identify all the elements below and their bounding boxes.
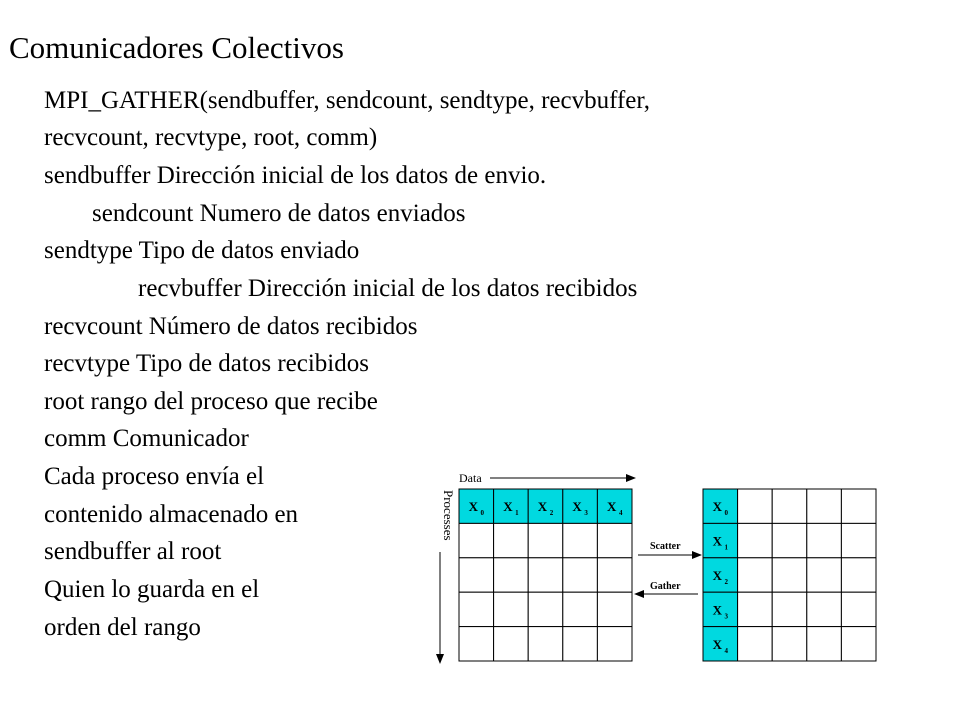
text-line: recvcount Número de datos recibidos [44,313,418,340]
text-line: root rango del proceso que recibe [44,388,378,415]
data-cell-empty [807,523,842,557]
text-line: Quien lo guarda en el [44,576,260,603]
cell-subscript-2: 2 [549,509,554,518]
cell-label-x1: X [712,533,722,549]
data-cell-empty [597,592,632,626]
data-cell-empty [807,489,842,523]
data-cell-empty [772,489,807,523]
data-cell-empty [841,558,876,592]
text-line: recvcount, recvtype, root, comm) [44,124,378,151]
data-cell-empty [841,489,876,523]
slide-title: Comunicadores Colectivos [9,30,344,65]
scatter-label: Scatter [650,541,681,552]
data-cell-empty [597,627,632,661]
data-cell-empty [841,627,876,661]
text-line: orden del rango [44,614,201,641]
data-cell-empty [772,558,807,592]
data-cell-empty [807,558,842,592]
cell-label-x3: X [572,499,582,515]
data-cell-empty [807,627,842,661]
data-cell-empty [597,523,632,557]
data-cell-empty [528,627,563,661]
data-cell-empty [738,592,773,626]
data-cell-empty [528,558,563,592]
text-line: recvbuffer Dirección inicial de los datos recibidos [138,275,638,302]
text-line: sendcount Numero de datos enviados [92,200,466,227]
text-line: MPI_GATHER(sendbuffer, sendcount, sendtype, recvbuffer, [44,87,650,114]
data-cell-empty [738,489,773,523]
cell-subscript-3: 3 [584,509,588,518]
data-cell-empty [528,523,563,557]
processes-axis-arrowhead [436,654,444,664]
cell-subscript-4: 4 [618,509,623,518]
cell-label-x0: X [468,499,478,515]
data-cell-empty [738,523,773,557]
data-cell-empty [494,627,529,661]
text-line: comm Comunicador [44,425,249,452]
cell-subscript-0: 0 [480,509,485,518]
cell-label-x4: X [712,636,722,652]
cell-subscript-3: 3 [724,612,729,621]
data-cell-empty [841,523,876,557]
cell-subscript-2: 2 [724,578,729,586]
cell-label-x1: X [503,499,513,515]
data-cell-empty [738,558,773,592]
data-cell-empty [772,523,807,557]
data-cell-empty [563,627,598,661]
data-cell-empty [807,592,842,626]
gather-arrowhead [634,590,644,598]
data-cell-empty [772,592,807,626]
data-cell-empty [563,558,598,592]
scatter-arrowhead [692,551,702,559]
data-cell-empty [494,523,529,557]
data-cell-empty [738,627,773,661]
data-cell-empty [459,627,494,661]
process-data-grid-left [459,489,632,661]
data-cell-empty [494,592,529,626]
data-cell-empty [772,627,807,661]
text-line: recvtype Tipo de datos recibidos [44,350,369,377]
data-cell-empty [459,592,494,626]
cell-subscript-1: 1 [515,509,519,518]
cell-label-x0: X [712,499,722,515]
cell-subscript-4: 4 [724,646,729,655]
text-line: sendbuffer al root [44,538,222,565]
data-cell-empty [494,558,529,592]
cell-subscript-0: 0 [724,509,729,518]
data-axis-label: Data [459,471,482,485]
data-cell-empty [459,558,494,592]
cell-label-x2: X [537,499,548,515]
processes-axis-label: Processes [441,490,456,541]
text-line: sendbuffer Dirección inicial de los datos de envio. [44,162,547,189]
gather-label: Gather [650,581,681,592]
data-cell-empty [597,558,632,592]
data-cell-empty [563,523,598,557]
cell-subscript-1: 1 [724,543,729,552]
text-line: Cada proceso envía el [44,463,265,490]
data-cell-empty [528,592,563,626]
data-axis-arrowhead [626,474,636,482]
process-data-grid-right [703,489,876,661]
data-cell-empty [563,592,598,626]
data-cell-empty [841,592,876,626]
cell-label-x3: X [712,602,722,618]
cell-label-x2: X [712,568,722,583]
text-line: sendtype Tipo de datos enviado [44,237,360,264]
cell-label-x4: X [607,499,617,515]
text-line: contenido almacenado en [44,501,299,528]
data-cell-empty [459,523,494,557]
